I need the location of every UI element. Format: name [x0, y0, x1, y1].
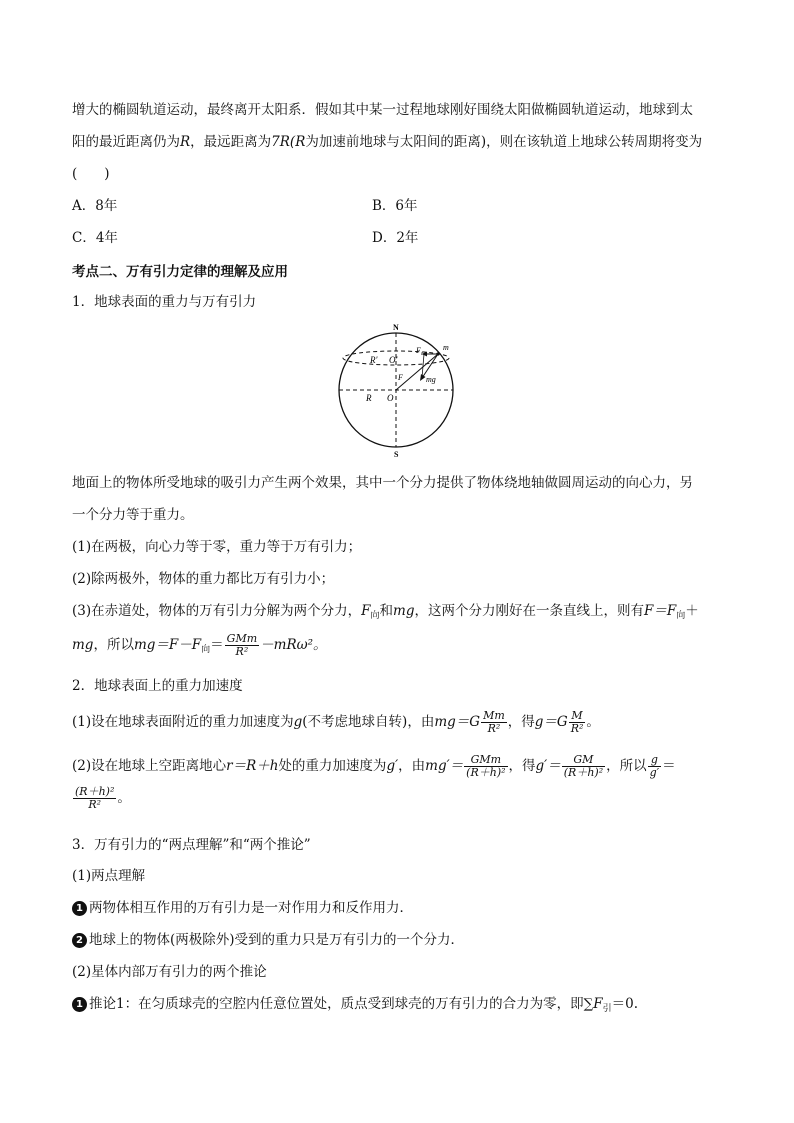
fraction-mm-r2: $\frac{Mm}{\text{R²}}$ — [483, 709, 505, 735]
point-2: (2)除两极外，物体的重力都比万有引力小； — [72, 571, 335, 587]
point-1: (1)在两极，向心力等于零，重力等于万有引力； — [72, 539, 362, 555]
circled-number-2: 2 — [72, 933, 87, 948]
fraction-gmm-r2: $\frac{\text{GMm}}{\text{R²}}$ — [226, 632, 258, 658]
label-O: O — [387, 393, 394, 403]
fraction-g-gprime: $\frac{g}{g'}$ — [649, 753, 660, 779]
item1-title: 1．地球表面的重力与万有引力 — [72, 294, 257, 310]
label-N: N — [393, 323, 399, 332]
understanding-1: 1 两物体相互作用的万有引力是一对作用力和反作用力． — [72, 898, 413, 918]
label-O-prime: O' — [389, 355, 398, 365]
label-m: m — [443, 343, 449, 352]
label-F: F — [398, 373, 403, 382]
item2-title: 2．地球表面上的重力加速度 — [72, 678, 243, 694]
option-a: A．8年 — [72, 198, 118, 214]
answer-paren: ( ) — [72, 166, 110, 182]
option-b: B．6年 — [372, 198, 418, 214]
understanding-2: 2 地球上的物体(两极除外)受到的重力只是万有引力的一个分力． — [72, 930, 464, 950]
gravity-accel-1: (1)设在地球表面附近的重力加速度为g(不考虑地球自转)，由mg＝G $\frac{Mm}{\text{R²}}$ ，得g＝G $\frac{M}{\text{R²}}$ 。 — [72, 709, 600, 735]
intro-line-2: 阳的最近距离仍为R，最远距离为7R(R为加速前地球与太阳间的距离)，则在该轨道上地球公转周期将变为 — [72, 134, 703, 150]
fraction-m-r2: $\frac{M}{\text{R²}}$ — [570, 709, 584, 735]
point-3-line-1: (3)在赤道处，物体的万有引力分解为两个分力，$F_向$和mg，这两个分力刚好在一条直线上，则有$F=F_向+$ — [72, 603, 699, 621]
label-R-prime: R' — [370, 355, 378, 365]
fraction-rh2-r2: $\frac{\text{(R＋h)²}}{\text{R²}}$ — [75, 785, 115, 811]
gravity-accel-2-line-1: (2)设在地球上空距离地心r＝R＋h处的重力加速度为g′，由mg′＝ $\frac{\text{GMm}}{\text{(R＋h)²}}$ ，得g′＝ $\frac{GM}{\text{(R＋h)²}}$ ，所以 $\frac{g}{g'}$ ＝ — [72, 753, 676, 779]
radius-line — [396, 354, 438, 390]
item3-title: 3．万有引力的“两点理解”和“两个推论” — [72, 837, 311, 853]
fraction-gmm-rh2: $\frac{\text{GMm}}{\text{(R＋h)²}}$ — [466, 753, 506, 779]
circled-number-1: 1 — [72, 901, 87, 916]
label-Fn-sub: n — [421, 352, 424, 357]
option-c: C．4年 — [72, 230, 118, 246]
corollary-1: 1 推论1：在匀质球壳的空腔内任意位置处，质点受到球壳的万有引力的合力为零，即$\sum F_引=0$. — [72, 994, 638, 1019]
label-S: S — [394, 450, 399, 459]
gravity-accel-2-line-2: $\frac{\text{(R＋h)²}}{\text{R²}}$ 。 — [75, 785, 131, 811]
para1-line-2: 一个分力等于重力。 — [72, 507, 194, 523]
option-d: D．2年 — [372, 230, 419, 246]
fraction-gm-rh2: $\frac{GM}{\text{(R＋h)²}}$ — [563, 753, 604, 779]
label-R: R — [366, 393, 372, 403]
section-title: 考点二、万有引力定律的理解及应用 — [72, 264, 288, 280]
point-3-line-2: mg，所以$mg=F-F_向=$ $\frac{\text{GMm}}{\text{R²}}$ －mRω²。 — [72, 632, 327, 658]
sub-heading-understanding: (1)两点理解 — [72, 868, 146, 884]
intro-line-1: 增大的椭圆轨道运动，最终离开太阳系．假如其中某一过程地球刚好围绕太阳做椭圆轨道运动，地球到太 — [72, 102, 693, 118]
circled-number-1b: 1 — [72, 997, 87, 1012]
label-mg: mg — [426, 375, 436, 384]
label-Fn: F — [416, 346, 421, 355]
mass-point — [436, 352, 439, 355]
sub-heading-corollaries: (2)星体内部万有引力的两个推论 — [72, 964, 267, 980]
earth-gravity-figure — [332, 320, 466, 460]
para1-line-1: 地面上的物体所受地球的吸引力产生两个效果，其中一个分力提供了物体绕地轴做圆周运动的向心力，另 — [72, 475, 693, 491]
